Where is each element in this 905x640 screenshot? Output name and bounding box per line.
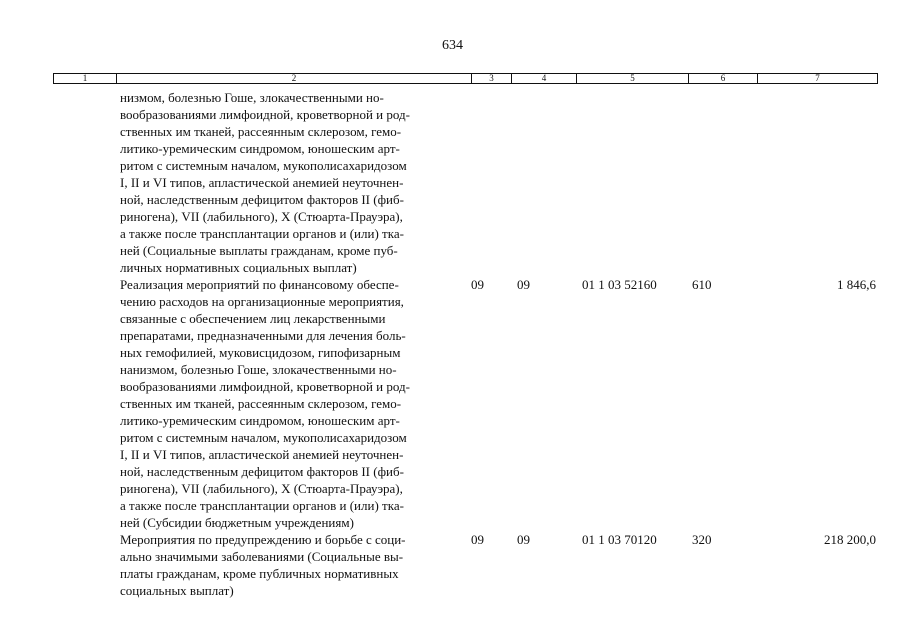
subsection-code: 09 [517, 532, 530, 547]
description-line: ней (Социальные выплаты гражданам, кроме пуб- [120, 243, 398, 258]
description-line: ной, наследственным дефицитом факторов II (фиб- [120, 192, 404, 207]
header-cell-3: 3 [471, 74, 511, 83]
description-line: низмом, болезнью Гоше, злокачественными но- [120, 90, 384, 105]
description-line: ной, наследственным дефицитом факторов II (фиб- [120, 464, 404, 479]
amount-value: 1 846,6 [837, 277, 876, 292]
description-line: ственных им тканей, рассеянным склерозом, гемо- [120, 396, 402, 411]
target-article-code: 01 1 03 52160 [582, 277, 657, 292]
description-line: вообразованиями лимфоидной, кроветворной и род- [120, 107, 410, 122]
description-line: ных гемофилией, муковисцидозом, гипофизарным [120, 345, 401, 360]
description-line: социальных выплат) [120, 583, 234, 598]
subsection-code: 09 [517, 277, 530, 292]
description-line: I, II и VI типов, апластической анемией неуточнен- [120, 175, 404, 190]
description-line: ней (Субсидии бюджетным учреждениям) [120, 515, 354, 530]
description-line: ритом с системным началом, мукополисахаридозом [120, 158, 407, 173]
section-code: 09 [471, 277, 484, 292]
header-cell-7: 7 [757, 74, 877, 83]
page-number: 634 [442, 38, 463, 53]
target-article-code: 01 1 03 70120 [582, 532, 657, 547]
description-line: риногена), VII (лабильного), X (Стюарта-Прауэра), [120, 481, 403, 496]
expense-type-code: 610 [692, 277, 712, 292]
header-cell-5: 5 [576, 74, 688, 83]
expense-type-code: 320 [692, 532, 712, 547]
description-line: а также после трансплантации органов и (или) тка- [120, 498, 404, 513]
description-line: риногена), VII (лабильного), X (Стюарта-Прауэра), [120, 209, 403, 224]
table-row [0, 531, 905, 548]
header-cell-2: 2 [116, 74, 471, 83]
section-code: 09 [471, 532, 484, 547]
description-line: Мероприятия по предупреждению и борьбе с соци- [120, 532, 406, 547]
description-line: чению расходов на организационные мероприятия, [120, 294, 404, 309]
description-line: I, II и VI типов, апластической анемией неуточнен- [120, 447, 404, 462]
header-cell-4: 4 [511, 74, 576, 83]
amount-value: 218 200,0 [824, 532, 876, 547]
description-line: препаратами, предназначенными для лечения боль- [120, 328, 406, 343]
description-line: Реализация мероприятий по финансовому обеспе- [120, 277, 399, 292]
description-line: а также после трансплантации органов и (или) тка- [120, 226, 404, 241]
description-line: связанные с обеспечением лиц лекарственными [120, 311, 386, 326]
table-header-row [53, 73, 878, 84]
description-line: литико-уремическим синдромом, юношеским арт- [120, 413, 400, 428]
header-cell-1: 1 [82, 73, 88, 83]
description-line: платы гражданам, кроме публичных нормативных [120, 566, 399, 581]
description-line: вообразованиями лимфоидной, кроветворной и род- [120, 379, 410, 394]
table-row [0, 276, 905, 293]
description-line: ритом с системным началом, мукополисахаридозом [120, 430, 407, 445]
header-cell-6: 6 [688, 74, 757, 83]
description-column [120, 89, 465, 599]
description-line: ственных им тканей, рассеянным склерозом, гемо- [120, 124, 402, 139]
description-line: литико-уремическим синдромом, юношеским арт- [120, 141, 400, 156]
description-line: личных нормативных социальных выплат) [120, 260, 357, 275]
description-line: ально значимыми заболеваниями (Социальные вы- [120, 549, 404, 564]
description-line: нанизмом, болезнью Гоше, злокачественными но- [120, 362, 397, 377]
